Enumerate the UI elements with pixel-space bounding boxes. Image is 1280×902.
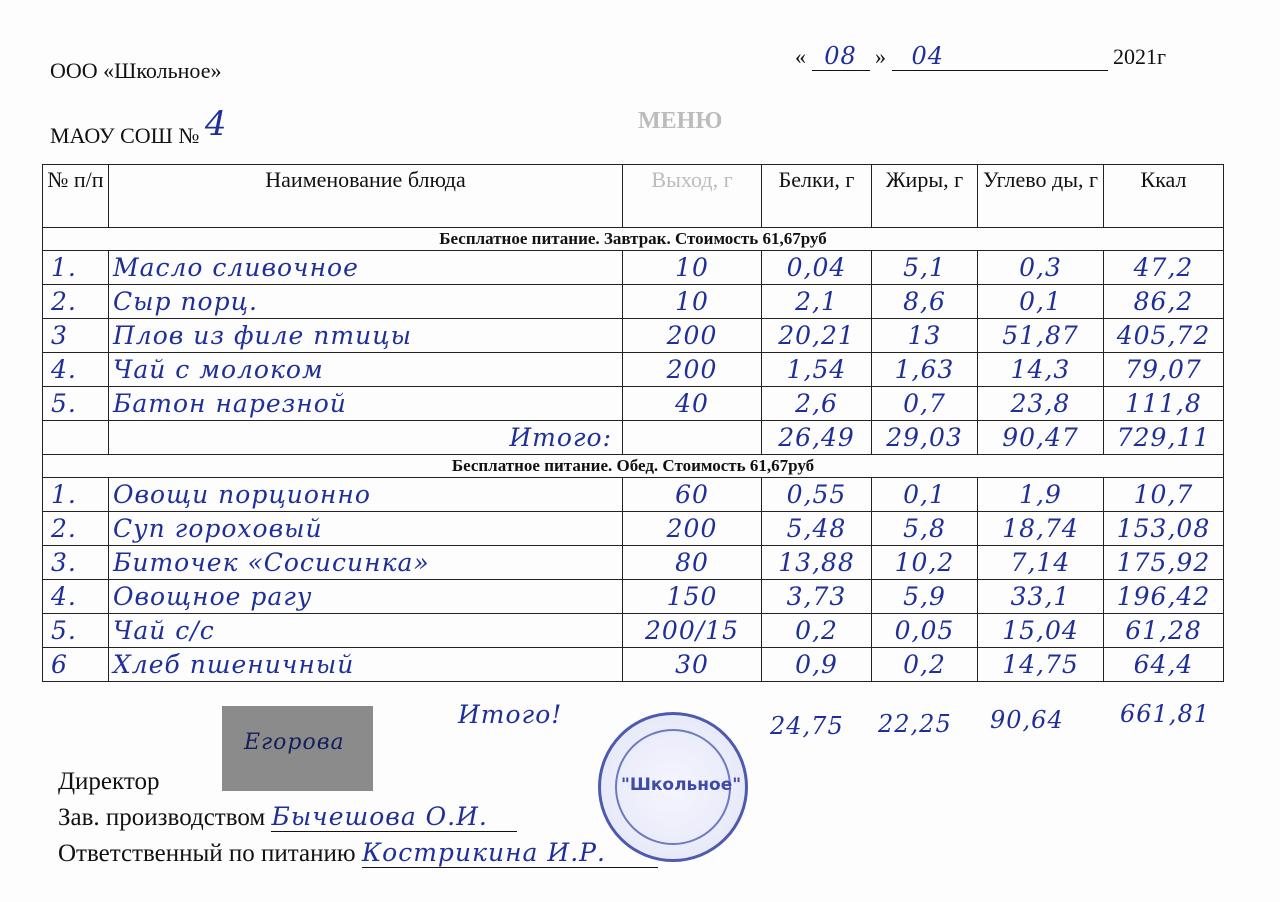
dish-fat: 5,9 xyxy=(872,580,978,614)
dish-carbs: 1,9 xyxy=(978,478,1104,512)
dish-protein: 0,55 xyxy=(762,478,872,512)
production-line xyxy=(58,802,517,832)
dish-fat: 8,6 xyxy=(872,285,978,319)
row-num: 3. xyxy=(43,546,109,580)
dish-name: Биточек «Сосисинка» xyxy=(109,546,623,580)
row-num: 4. xyxy=(43,353,109,387)
dish-yield: 150 xyxy=(623,580,762,614)
col-header-protein: Белки, г xyxy=(762,165,872,228)
dish-fat: 0,7 xyxy=(872,387,978,421)
total-kcal-lunch: 661,81 xyxy=(1120,700,1210,728)
date-close-quote: » xyxy=(875,44,886,69)
dish-name: Хлеб пшеничный xyxy=(109,648,623,682)
dish-yield: 200 xyxy=(623,319,762,353)
dish-protein: 0,04 xyxy=(762,251,872,285)
dish-fat: 0,1 xyxy=(872,478,978,512)
dish-fat: 1,63 xyxy=(872,353,978,387)
row-num: 1. xyxy=(43,478,109,512)
dish-yield: 80 xyxy=(623,546,762,580)
dish-carbs: 18,74 xyxy=(978,512,1104,546)
dish-carbs: 7,14 xyxy=(978,546,1104,580)
table-row xyxy=(43,614,1224,648)
total-protein: 26,49 xyxy=(762,421,872,455)
director-signature-box xyxy=(222,706,373,791)
dish-yield: 200 xyxy=(623,512,762,546)
dish-fat: 10,2 xyxy=(872,546,978,580)
director-signature: Егорова xyxy=(244,730,345,755)
dish-name: Чай с/с xyxy=(109,614,623,648)
row-num: 6 xyxy=(43,648,109,682)
col-header-name: Наименование блюда xyxy=(109,165,623,228)
section-title-breakfast: Бесплатное питание. Завтрак. Стоимость 61,67руб xyxy=(43,228,1224,251)
document-title: МЕНЮ xyxy=(638,108,723,134)
date-month: 04 xyxy=(892,42,1108,71)
dish-kcal: 153,08 xyxy=(1104,512,1224,546)
total-fat: 29,03 xyxy=(872,421,978,455)
school-prefix: МАОУ СОШ № xyxy=(50,123,200,148)
date-open-quote: « xyxy=(795,44,806,69)
date-line xyxy=(795,42,1166,71)
dish-fat: 5,8 xyxy=(872,512,978,546)
dish-name: Сыр порц. xyxy=(109,285,623,319)
director-label: Директор xyxy=(58,768,160,795)
nutrition-signature: Кострикина И.Р. xyxy=(362,838,658,868)
table-row xyxy=(43,580,1224,614)
dish-carbs: 15,04 xyxy=(978,614,1104,648)
col-header-yield: Выход, г xyxy=(623,165,762,228)
total-carbs-lunch: 90,64 xyxy=(990,706,1064,734)
total-carbs: 90,47 xyxy=(978,421,1104,455)
dish-protein: 5,48 xyxy=(762,512,872,546)
table-header-row xyxy=(43,165,1224,228)
dish-name: Овощи порционно xyxy=(109,478,623,512)
dish-carbs: 14,75 xyxy=(978,648,1104,682)
dish-protein: 2,6 xyxy=(762,387,872,421)
col-header-fat: Жиры, г xyxy=(872,165,978,228)
dish-yield: 10 xyxy=(623,285,762,319)
row-num: 3 xyxy=(43,319,109,353)
table-row xyxy=(43,353,1224,387)
dish-fat: 0,2 xyxy=(872,648,978,682)
section-title-lunch: Бесплатное питание. Обед. Стоимость 61,67руб xyxy=(43,455,1224,478)
nutrition-line xyxy=(58,838,658,868)
production-label: Зав. производством xyxy=(58,804,266,831)
col-header-num: № п/п xyxy=(43,165,109,228)
dish-protein: 1,54 xyxy=(762,353,872,387)
production-signature: Бычешова О.И. xyxy=(271,802,517,832)
total-row-breakfast xyxy=(43,421,1224,455)
dish-kcal: 47,2 xyxy=(1104,251,1224,285)
section-row xyxy=(43,455,1224,478)
dish-carbs: 23,8 xyxy=(978,387,1104,421)
dish-yield: 40 xyxy=(623,387,762,421)
dish-kcal: 64,4 xyxy=(1104,648,1224,682)
row-num: 5. xyxy=(43,387,109,421)
date-day: 08 xyxy=(812,42,870,71)
table-row xyxy=(43,512,1224,546)
dish-kcal: 79,07 xyxy=(1104,353,1224,387)
dish-protein: 0,2 xyxy=(762,614,872,648)
dish-name: Овощное рагу xyxy=(109,580,623,614)
dish-yield: 200/15 xyxy=(623,614,762,648)
table-row xyxy=(43,478,1224,512)
dish-protein: 13,88 xyxy=(762,546,872,580)
row-num: 2. xyxy=(43,512,109,546)
total-kcal: 729,11 xyxy=(1104,421,1224,455)
school-number: 4 xyxy=(204,104,228,144)
total-label: Итого: xyxy=(109,421,623,455)
dish-carbs: 33,1 xyxy=(978,580,1104,614)
dish-fat: 13 xyxy=(872,319,978,353)
dish-fat: 0,05 xyxy=(872,614,978,648)
dish-name: Масло сливочное xyxy=(109,251,623,285)
dish-protein: 0,9 xyxy=(762,648,872,682)
dish-protein: 2,1 xyxy=(762,285,872,319)
total-protein-lunch: 24,75 xyxy=(770,712,844,740)
dish-yield: 60 xyxy=(623,478,762,512)
row-num: 2. xyxy=(43,285,109,319)
school-line xyxy=(50,104,228,152)
col-header-carbs: Углево ды, г xyxy=(978,165,1104,228)
dish-kcal: 405,72 xyxy=(1104,319,1224,353)
dish-yield: 10 xyxy=(623,251,762,285)
dish-name: Суп гороховый xyxy=(109,512,623,546)
dish-yield: 30 xyxy=(623,648,762,682)
dish-name: Батон нарезной xyxy=(109,387,623,421)
dish-protein: 3,73 xyxy=(762,580,872,614)
company-name: ООО «Школьное» xyxy=(50,58,222,83)
col-header-kcal: Ккал xyxy=(1104,165,1224,228)
total-fat-lunch: 22,25 xyxy=(878,710,952,738)
section-row xyxy=(43,228,1224,251)
dish-fat: 5,1 xyxy=(872,251,978,285)
dish-protein: 20,21 xyxy=(762,319,872,353)
dish-kcal: 86,2 xyxy=(1104,285,1224,319)
dish-kcal: 10,7 xyxy=(1104,478,1224,512)
table-row xyxy=(43,285,1224,319)
dish-carbs: 14,3 xyxy=(978,353,1104,387)
dish-kcal: 61,28 xyxy=(1104,614,1224,648)
table-row xyxy=(43,251,1224,285)
dish-name: Чай с молоком xyxy=(109,353,623,387)
dish-kcal: 196,42 xyxy=(1104,580,1224,614)
table-row xyxy=(43,648,1224,682)
dish-kcal: 175,92 xyxy=(1104,546,1224,580)
menu-table xyxy=(42,164,1224,682)
table-row xyxy=(43,387,1224,421)
date-year: 2021г xyxy=(1113,44,1167,69)
dish-kcal: 111,8 xyxy=(1104,387,1224,421)
table-row xyxy=(43,319,1224,353)
table-row xyxy=(43,546,1224,580)
stamp-name: "Школьное" xyxy=(621,775,742,795)
nutrition-label: Ответственный по питанию xyxy=(58,840,356,867)
row-num: 4. xyxy=(43,580,109,614)
row-num: 5. xyxy=(43,614,109,648)
dish-carbs: 51,87 xyxy=(978,319,1104,353)
row-num: 1. xyxy=(43,251,109,285)
dish-carbs: 0,1 xyxy=(978,285,1104,319)
dish-name: Плов из филе птицы xyxy=(109,319,623,353)
total-label-lunch: Итого! xyxy=(458,700,563,729)
dish-yield: 200 xyxy=(623,353,762,387)
dish-carbs: 0,3 xyxy=(978,251,1104,285)
